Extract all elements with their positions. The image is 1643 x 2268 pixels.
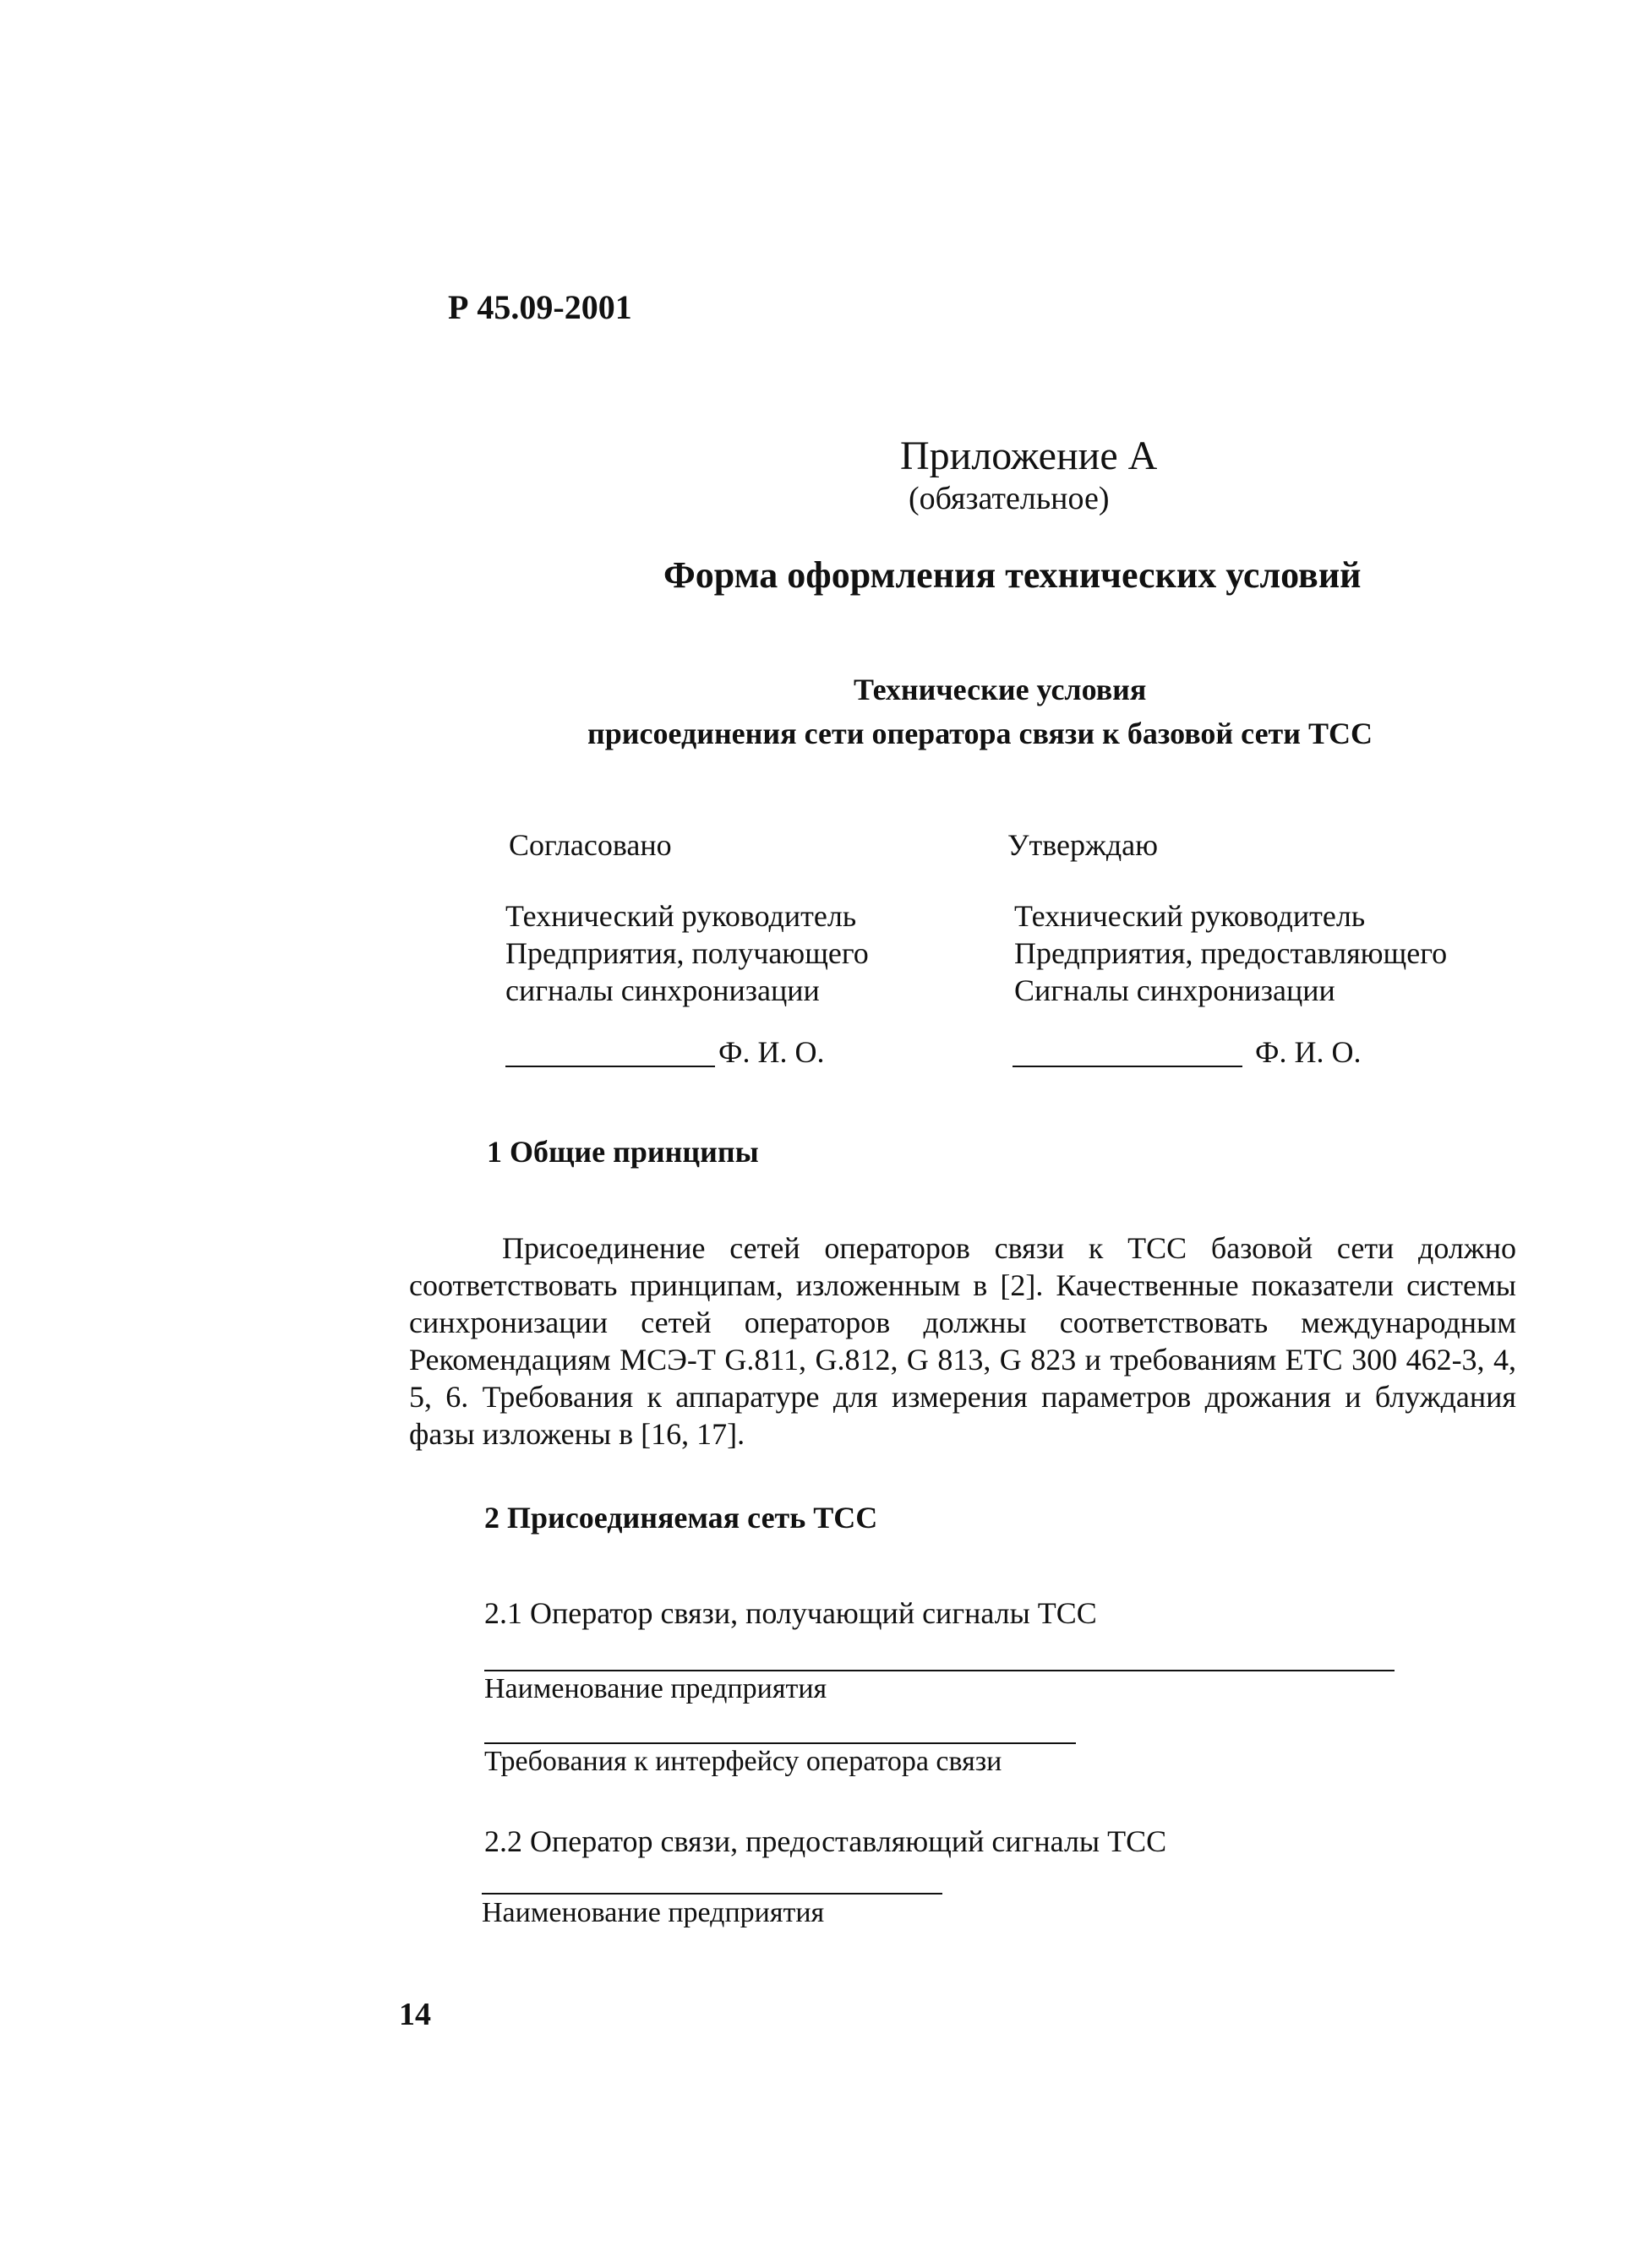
agreed-fio: Ф. И. О.: [718, 1035, 825, 1069]
approve-heading: Утверждаю: [1007, 828, 1159, 862]
fill-in-line: [482, 1893, 942, 1895]
approve-role-line: Сигналы синхронизации: [1014, 973, 1335, 1007]
agreed-role-line: сигналы синхронизации: [505, 973, 820, 1007]
appendix-status: (обязательное): [909, 481, 1110, 516]
approve-signatory-block: [1014, 897, 1447, 1009]
provider-enterprise-name-label: Наименование предприятия: [482, 1897, 825, 1928]
section-1-heading: 1 Общие принципы: [487, 1135, 759, 1169]
approve-signature-line: [1013, 1066, 1242, 1067]
approve-role-line: Предприятия, предоставляющего: [1014, 936, 1448, 970]
form-title: Форма оформления технических условий: [663, 554, 1362, 596]
agreed-role-line: Технический руководитель: [505, 899, 857, 933]
tech-conditions-title: Технические условия: [854, 673, 1147, 706]
fill-in-line: [484, 1742, 1076, 1744]
agreed-role-line: Предприятия, получающего: [505, 936, 869, 970]
section-2-heading: 2 Присоединяемая сеть ТСС: [484, 1501, 878, 1535]
section-1-paragraph: Присоединение сетей операторов связи к ТСС базовой сети должно соответствовать принципам, изложенным в [2]. Качественные показатели системы синхронизации сетей операторов должны соответствовать международным Рекомендациям МСЭ-Т G.811, G.812, G 813, G 823 и требованиям ЕТС 300 462-3, 4, 5, 6. Требования к аппаратуре для измерения параметров дрожания и блуждания фазы изложены в [16, 17].: [409, 1231, 1516, 1451]
appendix-title: Приложение А: [900, 433, 1158, 478]
interface-requirements-label: Требования к интерфейсу оператора связи: [484, 1746, 1002, 1777]
agreed-signature-line: [505, 1066, 715, 1067]
subsection-2-2-heading: 2.2 Оператор связи, предоставляющий сигналы ТСС: [484, 1824, 1167, 1858]
page-number: 14: [399, 1997, 431, 2032]
receiver-enterprise-name-label: Наименование предприятия: [484, 1673, 827, 1704]
agreed-signatory-block: [505, 897, 869, 1009]
subsection-2-1-heading: 2.1 Оператор связи, получающий сигналы ТСС: [484, 1596, 1097, 1630]
approve-fio: Ф. И. О.: [1255, 1035, 1362, 1069]
tech-conditions-subtitle: присоединения сети оператора связи к базовой сети ТСС: [587, 717, 1373, 750]
approve-role-line: Технический руководитель: [1014, 899, 1366, 933]
agreed-heading: Согласовано: [509, 828, 672, 862]
document-code: Р 45.09-2001: [448, 288, 632, 326]
fill-in-line: [484, 1670, 1395, 1671]
